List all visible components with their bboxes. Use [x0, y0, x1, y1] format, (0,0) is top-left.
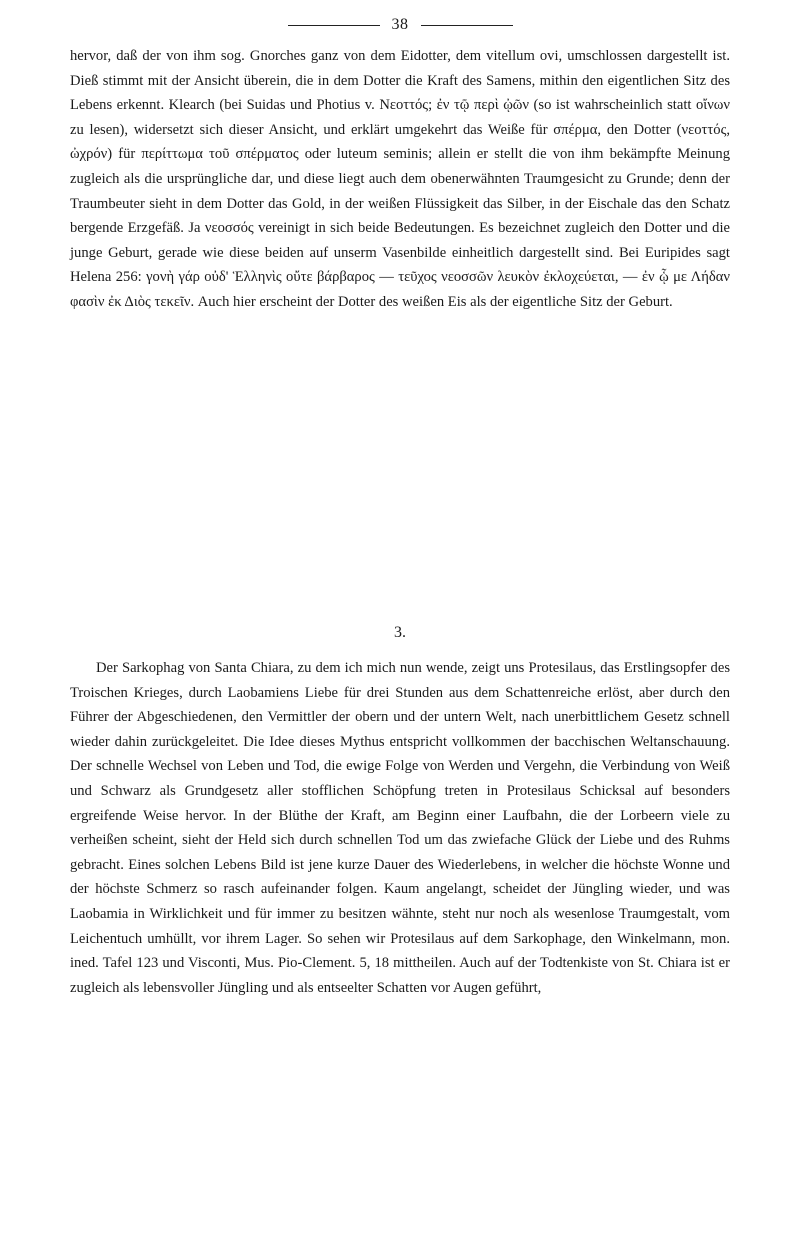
text-block-top	[70, 44, 730, 315]
header-rule-left	[288, 25, 380, 26]
text-block-bottom	[70, 656, 730, 1000]
header-rule-right	[421, 25, 513, 26]
page-header	[0, 14, 800, 36]
page-number: 38	[391, 16, 409, 33]
section-number: 3.	[394, 624, 406, 641]
paragraph-dotter: hervor, daß der von ihm sog. Gnorches ganz von dem Eidotter, dem vitellum ovi, umschlossen dargestellt ist. Dieß stimmt mit der Ansicht überein, die in dem Dotter die Kraft des Samens, mithin den eigentlichen Sitz des Lebens erkennt. Klearch (bei Suidas und Photius v. Νεοττός; ἐν τῷ περὶ ᾠῶν (so ist wahrscheinlich statt οἴνων zu lesen), widersetzt sich dieser Ansicht, und erklärt umgekehrt das Weiße für σπέρμα, den Dotter (νεοττός, ὠχρόν) für περίττωμα τοῦ σπέρματος oder luteum seminis; allein er stellt die von ihm bekämpfte Meinung zugleich als die ursprüngliche dar, und diese liegt auch dem obenerwähnten Traumgesicht zu Grunde; denn der Traumbeuter sieht in dem Dotter das Gold, in der weißen Flüssigkeit das Silber, in der Eischale das den Schatz bergende Erzgefäß. Ja νεοσσός vereinigt in sich beide Bedeutungen. Es bezeichnet zugleich den Dotter und die junge Geburt, gerade wie diese beiden auf unserm Vasenbilde einheitlich dargestellt sind. Bei Euripides sagt Helena 256: γονὴ γάρ οὐδ' Ἑλληνὶς οὔτε βάρβαρος — τεῦχος νεοσσῶν λευκὸν ἐκλοχεύεται, — ἐν ᾧ με Λήδαν φασὶν ἐκ Διὸς τεκεῖν. Auch hier erscheint der Dotter des weißen Eis als der eigentliche Sitz der Geburt.	[70, 48, 730, 310]
paragraph-sarkophag: Der Sarkophag von Santa Chiara, zu dem ich mich nun wende, zeigt uns Protesilaus, das Erstlingsopfer des Troischen Krieges, durch Laobamiens Liebe für drei Stunden aus dem Schattenreiche erlöst, aber durch den Führer der Abgeschiedenen, den Vermittler der obern und der untern Welt, nach unerbittlichem Gesetz schnell wieder dahin zurückgeleitet. Die Idee dieses Mythus entspricht vollkommen der bacchischen Weltanschauung. Der schnelle Wechsel von Leben und Tod, die ewige Folge von Werden und Vergehn, die Verbindung von Weiß und Schwarz als Grundgesetz aller stofflichen Schöpfung treten in Protesilaus Schicksal auf besonders ergreifende Weise hervor. In der Blüthe der Kraft, am Beginn einer Laufbahn, die der Lorbeern viele zu verheißen scheint, sieht der Held sich durch schnellen Tod um das zwiefache Glück der Liebe und des Ruhms gebracht. Eines solchen Lebens Bild ist jene kurze Dauer des Wiederlebens, in welcher die höchste Wonne und der höchste Schmerz so rasch aufeinander folgen. Kaum angelangt, scheidet der Jüngling wieder, und was Laobamia in Wirklichkeit und für immer zu besitzen wähnte, steht nur noch als wesenlose Traumgestalt, vom Leichentuch umhüllt, vor ihrem Lager. So sehen wir Protesilaus auf dem Sarkophage, den Winkelmann, mon. ined. Tafel 123 und Visconti, Mus. Pio-Clement. 5, 18 mittheilen. Auch auf der Todtenkiste von St. Chiara ist er zugleich als lebensvoller Jüngling und als entseelter Schatten vor Augen geführt,	[70, 660, 730, 996]
